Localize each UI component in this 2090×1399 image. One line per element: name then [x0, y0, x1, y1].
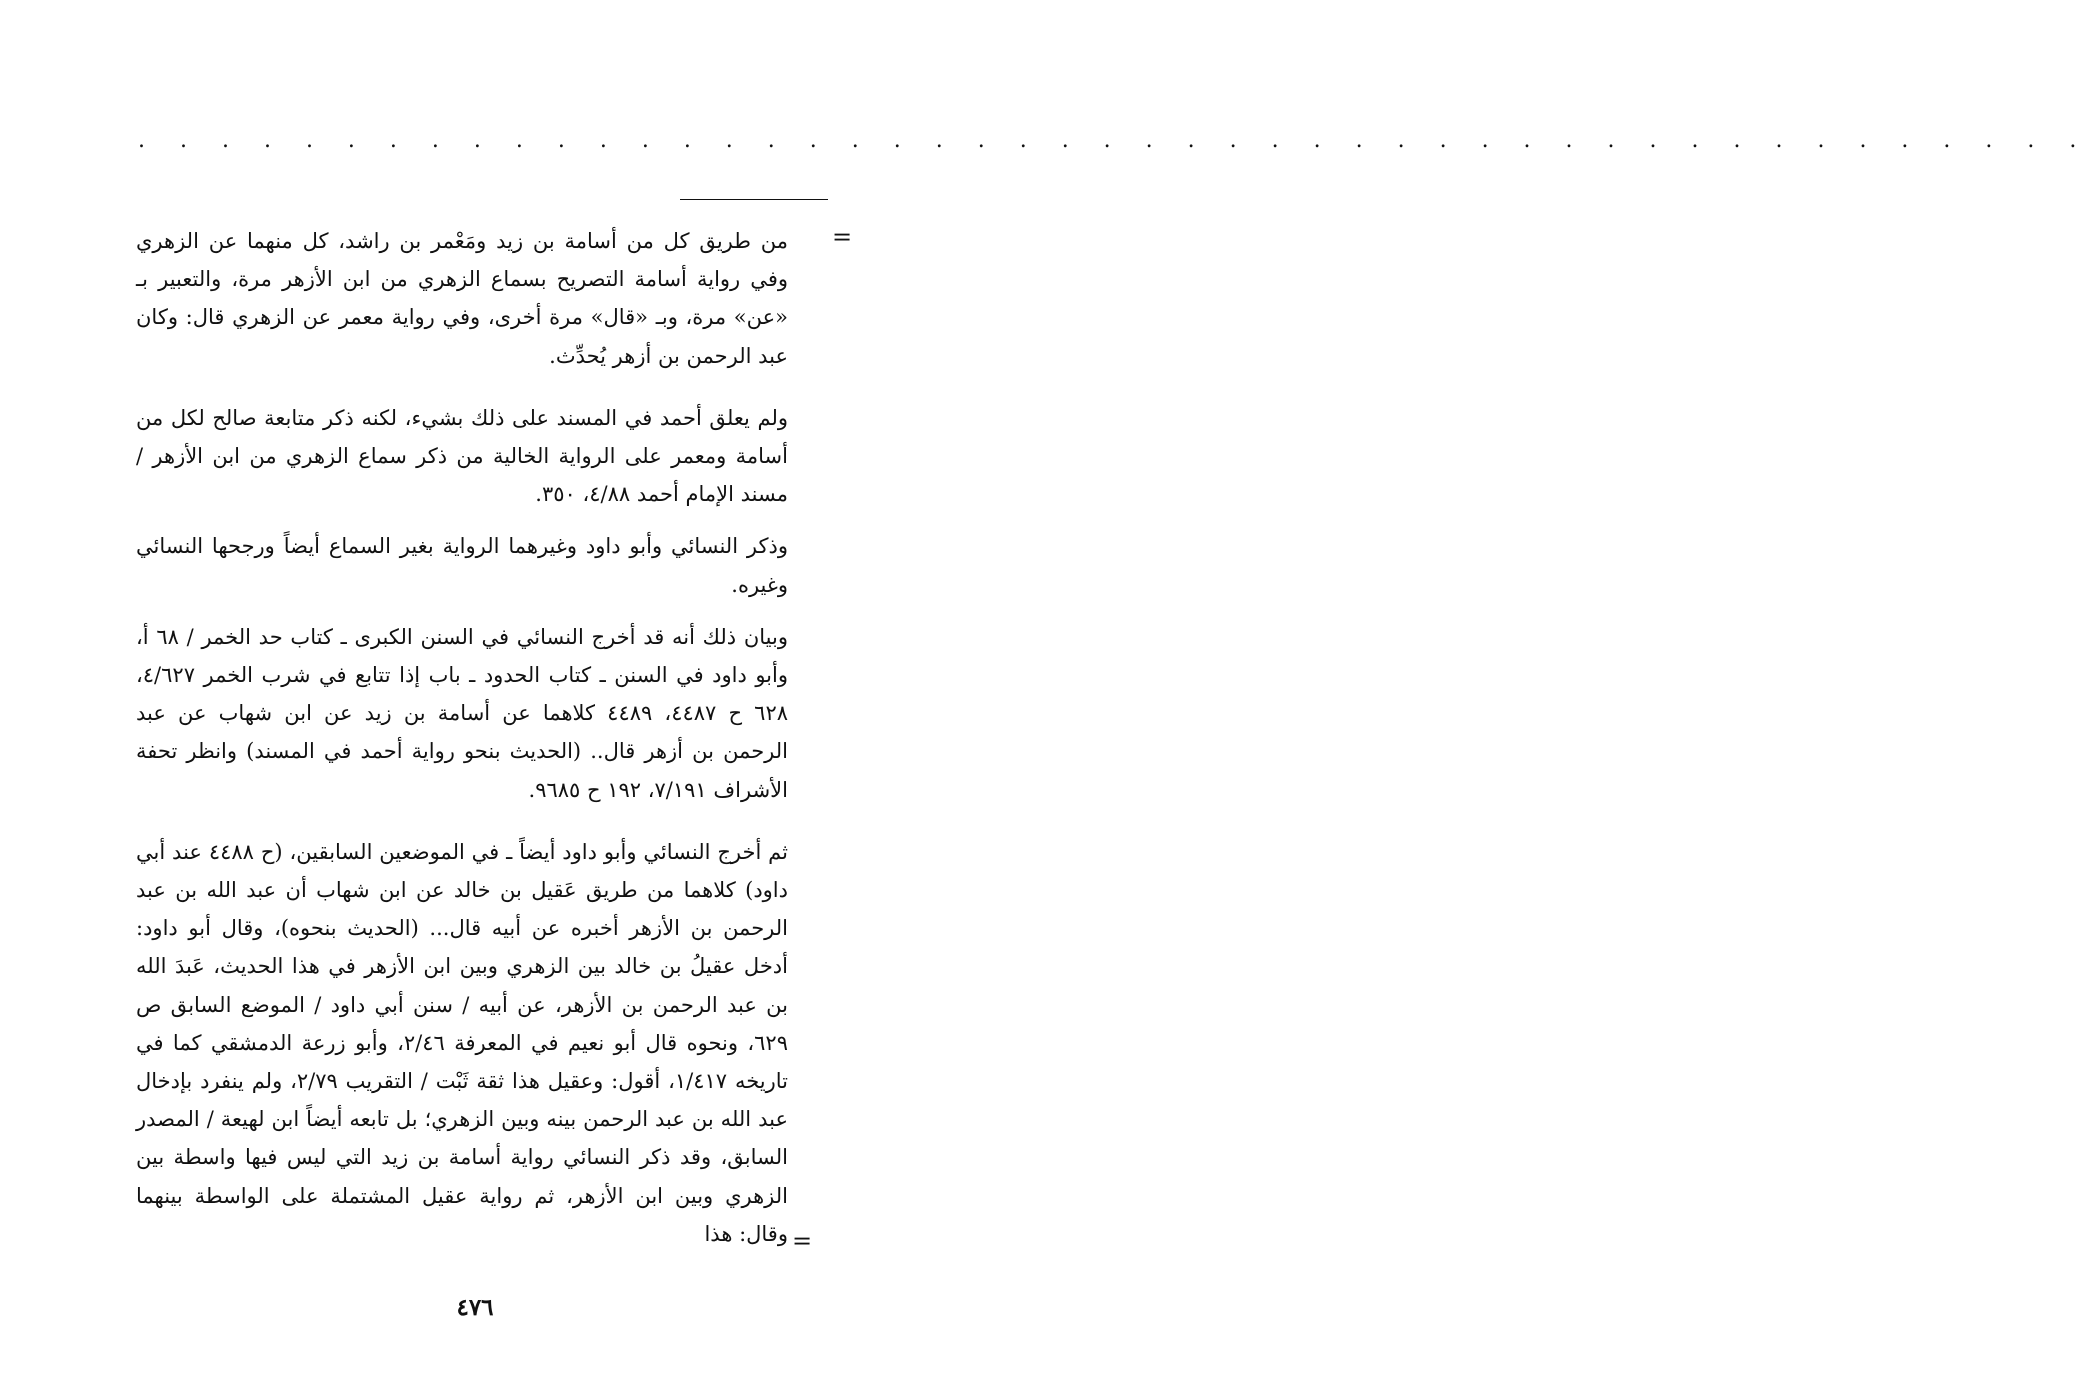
paragraph: ثم أخرج النسائي وأبو داود أيضاً ـ في الموضعين السابقين، (ح ٤٤٨٨ عند أبي داود) كلاهما من طريق عَقيل بن خالد عن ابن شهاب أن عبد الله بن عبد الرحمن بن الأزهر أخبره عن أبيه قال... (الحديث بنحوه)، وقال أبو داود: أدخل عقيلُ بن خالد بين الزهري وبين ابن الأزهر في هذا الحديث، عَبدَ الله بن عبد الرحمن بن الأزهر، عن أبيه / سنن أبي داود / الموضع السابق ص ٦٢٩، ونحوه قال أبو نعيم في المعرفة ٢/٤٦، وأبو زرعة الدمشقي كما في تاريخه ١/٤١٧، أقول: وعقيل هذا ثقة ثَبْت / التقريب ٢/٧٩، ولم ينفرد بإدخال عبد الله بن عبد الرحمن بينه وبين الزهري؛ بل تابعه أيضاً ابن لهيعة / المصدر السابق، وقد ذكر النسائي رواية أسامة بن زيد التي ليس فيها واسطة بين الزهري وبين ابن الأزهر، ثم رواية عقيل المشتملة على الواسطة بينهما وقال: هذا — [136, 839, 789, 1246]
paragraph: وذكر النسائي وأبو داود وغيرهما الرواية بغير السماع أيضاً ورجحها النسائي وغيره. — [136, 534, 788, 597]
section-dots-separator: . . . . . . . . . . . . . . . . . . . . . . . . . . . . . . . . . . . . . . . . . . . . . . . — [138, 128, 2090, 153]
footnote-end-mark: = — [792, 1227, 813, 1255]
footnote-rule — [680, 199, 828, 200]
paragraph: ولم يعلق أحمد في المسند على ذلك بشيء، لكنه ذكر متابعة صالح لكل من أسامة ومعمر على الرواية الخالية من ذكر سماع الزهري من ابن الأزهر / مسند الإمام أحمد ٤/٨٨، ٣٥٠. — [136, 405, 788, 507]
footnote-continuation-mark: = — [832, 223, 853, 251]
page-number: ٤٧٦ — [456, 1294, 494, 1321]
paragraph: من طريق كل من أسامة بن زيد ومَعْمر بن راشد، كل منهما عن الزهري وفي رواية أسامة التصريح بسماع الزهري من ابن الأزهر مرة، والتعبير بـ «عن» مرة، وبـ «قال» مرة أخرى، وفي رواية معمر عن الزهري قال: وكان عبد الرحمن بن أزهر يُحدِّث. — [136, 229, 788, 368]
footnote-text — [136, 222, 788, 1267]
paragraph: وبيان ذلك أنه قد أخرج النسائي في السنن الكبرى ـ كتاب حد الخمر / ٦٨ أ، وأبو داود في السنن ـ كتاب الحدود ـ باب إذا تتابع في شرب الخمر ٤/٦٢٧، ٦٢٨ ح ٤٤٨٧، ٤٤٨٩ كلاهما عن أسامة بن زيد عن ابن شهاب عن عبد الرحمن بن أزهر قال.. (الحديث بنحو رواية أحمد في المسند) وانظر تحفة الأشراف ٧/١٩١، ١٩٢ ح ٩٦٨٥. — [136, 624, 789, 802]
